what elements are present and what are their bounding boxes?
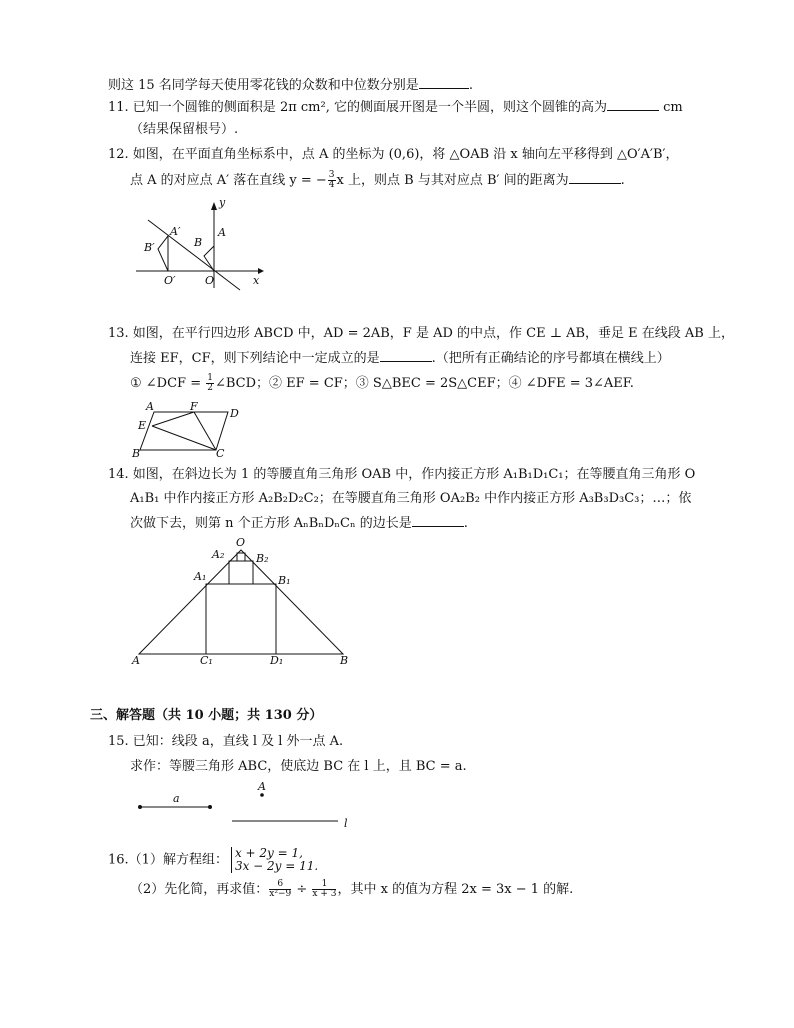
equation-2: 3x − 2y = 11. [234,859,319,873]
triangle-OAB [139,550,343,654]
q11-text: 11. 已知一个圆锥的侧面积是 2π cm², 它的侧面展开图是一个半圆，则这个圆锥的高为 [108,100,607,115]
parallelogram-ABCD [140,412,228,450]
q16-part1 [108,847,318,873]
label-A-prime: A′ [170,225,181,238]
label-B2: B₂ [256,552,269,565]
q15-construction-figure [130,780,360,830]
q14-triangle-figure [128,536,360,668]
label-B: B [132,447,141,460]
answer-blank [380,349,432,362]
q13-text-a: ① ∠DCF = [130,376,206,391]
segment-FC [194,412,216,450]
label-A: A [146,400,154,413]
fraction: $\frac{3}{4}$ [328,170,335,190]
triangle-OAB [204,246,214,271]
q13-line1: 13. 如图，在平行四边形 ABCD 中，AD = 2AB，F 是 AD 的中点，作 CE ⊥ AB，垂足 E 在线段 AB 上， [108,326,734,341]
label-x: x [253,274,260,287]
q15-line2: 求作：等腰三角形 ABC，使底边 BC 在 l 上，且 BC = a. [130,759,467,774]
label-a: a [173,792,180,805]
square-1 [206,584,276,654]
q16-part2: （2）先化简，再求值： $\frac{6}{\text{x²−9}}$ ÷ $\frac{1}{x + 3}$ ，其中 x 的值为方程 2x = 3x − 1 的解. [130,879,574,899]
section-3-title: 三、解答题（共 10 小题；共 130 分） [90,708,323,723]
q11-unit: cm [658,100,683,115]
label-F: F [190,400,198,413]
q10-end: . [468,78,473,93]
label-C1: C₁ [200,654,213,667]
label-A1: A₁ [194,570,207,583]
q13-text-b: .（把所有正确结论的序号都填在横线上） [431,351,670,366]
label-O: O [205,274,215,287]
label-B: B [340,654,349,667]
y-axis-arrow [211,202,217,210]
label-l: l [344,817,348,830]
line-y-eq-neg-3-4-x [148,220,240,290]
q12-text-a: 点 A 的对应点 A′ 落在直线 y = − [130,173,327,188]
square-3 [237,553,245,561]
label-C: C [216,447,225,460]
label-A: A [218,226,226,239]
fraction: $\frac{1}{2}$ [207,373,213,393]
q14-text-a: 次做下去，则第 n 个正方形 AₙBₙDₙCₙ 的边长是 [130,516,412,531]
q16-part2-text-b: ，其中 x 的值为方程 2x = 3x − 1 的解. [337,882,574,897]
q13-line3 [130,374,634,393]
q14-line1: 14. 如图，在斜边长为 1 的等腰直角三角形 OAB 中，作内接正方形 A₁B₁D₁C₁；在等腰直角三角形 O [108,467,696,482]
segment-EC [152,426,216,450]
label-y: y [219,196,226,209]
label-A: A [258,780,266,793]
q11-line2: （结果保留根号）. [130,122,239,137]
label-B: B [194,236,203,249]
segment-a-endpoint [138,805,142,809]
q10-tail-text: 则这 15 名同学每天使用零花钱的众数和中位数分别是 [108,78,419,93]
segment-EF [152,412,194,426]
label-D1: D₁ [270,654,284,667]
q12-line2: 点 A 的对应点 A′ 落在直线 y = − $\frac{3}{4}$ x 上，则点 B 与其对应点 B′ 间的距离为 . [130,170,625,190]
label-A2: A₂ [212,548,225,561]
q10-tail-line [108,76,473,95]
point-A [260,793,264,797]
q13-text-a: 连接 EF，CF，则下列结论中一定成立的是 [130,351,380,366]
equation-system [231,847,318,873]
q16-part1-text: 16.（1）解方程组： [108,852,228,868]
q14-line2: A₁B₁ 中作内接正方形 A₂B₂D₂C₂；在等腰直角三角形 OA₂B₂ 中作内接正方形 A₃B₃D₃C₃；…；依 [130,491,692,506]
q13-text-b: ∠BCD；② EF = CF；③ S△BEC = 2S△CEF；④ ∠DFE = 3∠AEF. [214,376,634,391]
label-O-prime: O′ [164,274,176,287]
label-A: A [132,654,140,667]
answer-blank [569,171,621,184]
triangle-O1A1B1 [158,236,168,271]
segment-a-endpoint [208,805,212,809]
square-2 [229,561,253,584]
q12-text-b: x 上，则点 B 与其对应点 B′ 间的距离为 [336,173,569,188]
label-E: E [138,419,147,432]
q14-line3: 次做下去，则第 n 个正方形 AₙBₙDₙCₙ 的边长是 . [130,516,468,531]
answer-blank [607,98,659,111]
label-B1: B₁ [278,574,291,587]
q16-part2-text-a: （2）先化简，再求值： [130,882,269,897]
q11-line1 [108,98,683,117]
label-D: D [230,407,239,420]
q15-line1: 15. 已知：线段 a，直线 l 及 l 外一点 A. [108,734,344,749]
equation-1: x + 2y = 1, [234,846,303,860]
answer-blank [412,514,464,527]
label-O: O [236,536,246,549]
q12-line1: 12. 如图，在平面直角坐标系中，点 A 的坐标为 (0,6)，将 △OAB 沿 x 轴向左平移得到 △O′A′B′， [108,147,679,162]
q13-line2 [130,349,670,368]
q12-coordinate-figure [130,198,270,293]
label-B-prime: B′ [144,241,155,254]
answer-blank [419,76,469,89]
fraction: $\frac{1}{x + 3}$ [312,879,337,899]
fraction: $\frac{6}{\text{x²−9}}$ [269,879,292,899]
q13-parallelogram-figure [130,400,250,458]
